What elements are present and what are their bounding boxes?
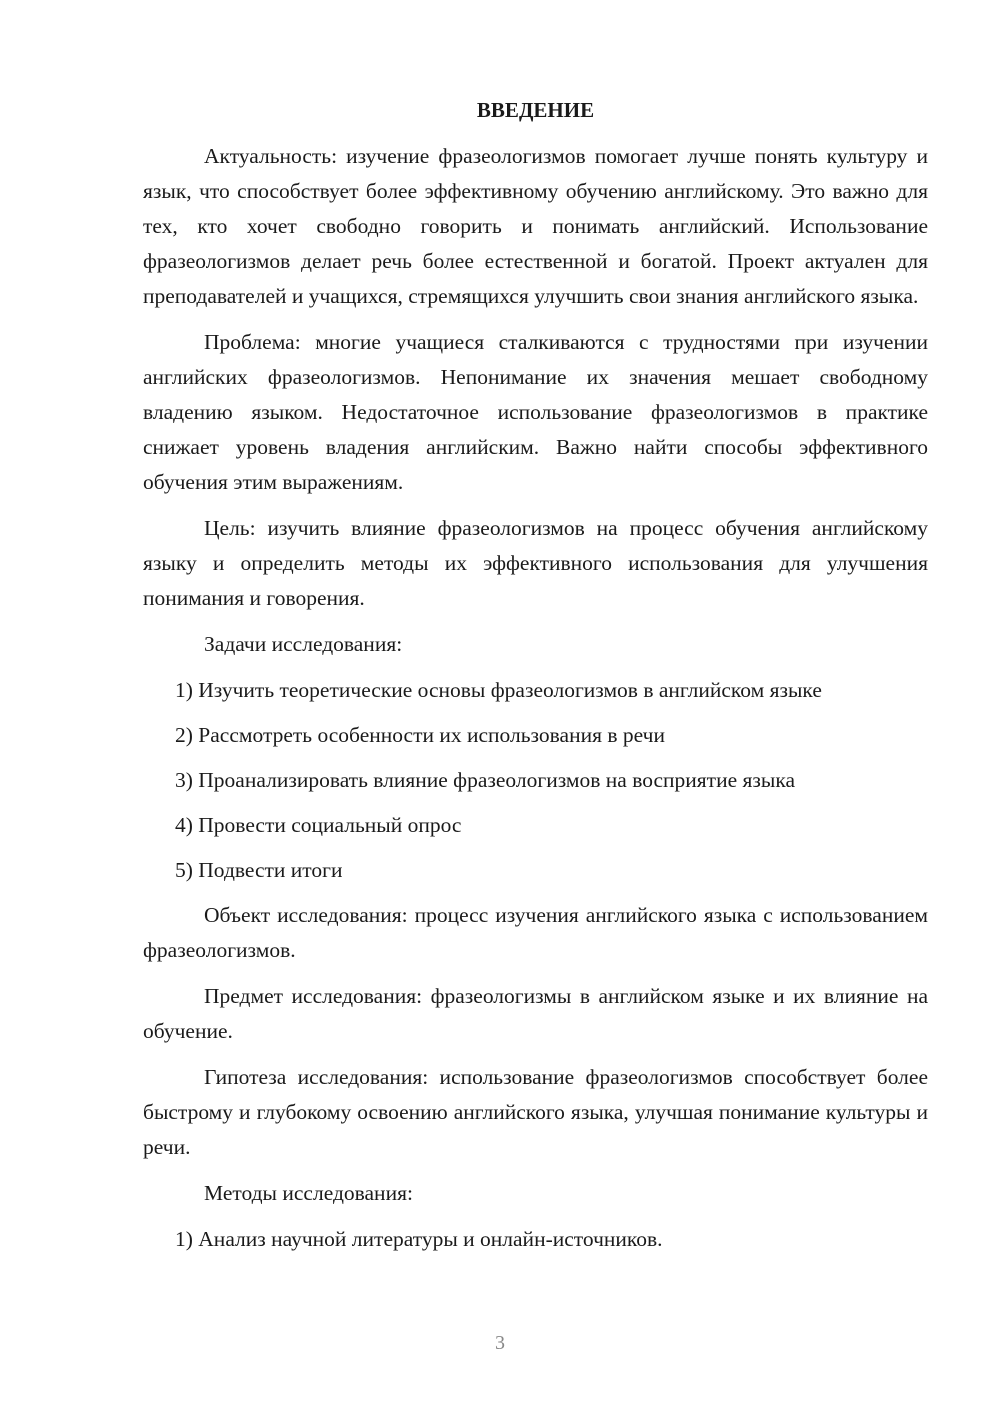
page-content xyxy=(143,93,928,1267)
section-title: ВВЕДЕНИЕ xyxy=(476,98,595,122)
hypothesis-paragraph: Гипотеза исследования: использование фразеологизмов способствует более быстрому и глубокому освоению английского языка, улучшая понимание культуры и речи. xyxy=(143,1065,928,1159)
goal-paragraph: Цель: изучить влияние фразеологизмов на процесс обучения английскому языку и определить методы их эффективного использования для улучшения понимания и говорения. xyxy=(143,516,928,610)
page-number: 3 xyxy=(495,1332,505,1354)
task-item: 2) Рассмотреть особенности их использования в речи xyxy=(175,723,665,747)
task-item: 1) Изучить теоретические основы фразеологизмов в английском языке xyxy=(175,678,822,702)
task-item: 4) Провести социальный опрос xyxy=(175,813,462,837)
subject-paragraph: Предмет исследования: фразеологизмы в английском языке и их влияние на обучение. xyxy=(143,984,928,1043)
object-paragraph: Объект исследования: процесс изучения английского языка с использованием фразеологизмов. xyxy=(143,903,928,962)
tasks-label: Задачи исследования: xyxy=(204,632,403,656)
task-item: 3) Проанализировать влияние фразеологизмов на восприятие языка xyxy=(175,768,795,792)
methods-label: Методы исследования: xyxy=(204,1181,413,1205)
task-item: 5) Подвести итоги xyxy=(175,858,343,882)
problem-paragraph: Проблема: многие учащиеся сталкиваются с трудностями при изучении английских фразеологизмов. Непонимание их значения мешает свободному владению языком. Недостаточное использование фразеологизмов в практике снижает уровень владения английским. Важно найти способы эффективного обучения этим выражениям. xyxy=(143,330,928,494)
relevance-paragraph: Актуальность: изучение фразеологизмов помогает лучше понять культуру и язык, что способствует более эффективному обучению английскому. Это важно для тех, кто хочет свободно говорить и понимать английский. Использование фразеологизмов делает речь более естественной и богатой. Проект актуален для преподавателей и учащихся, стремящихся улучшить свои знания английского языка. xyxy=(143,144,928,308)
method-item: 1) Анализ научной литературы и онлайн-источников. xyxy=(175,1227,663,1251)
